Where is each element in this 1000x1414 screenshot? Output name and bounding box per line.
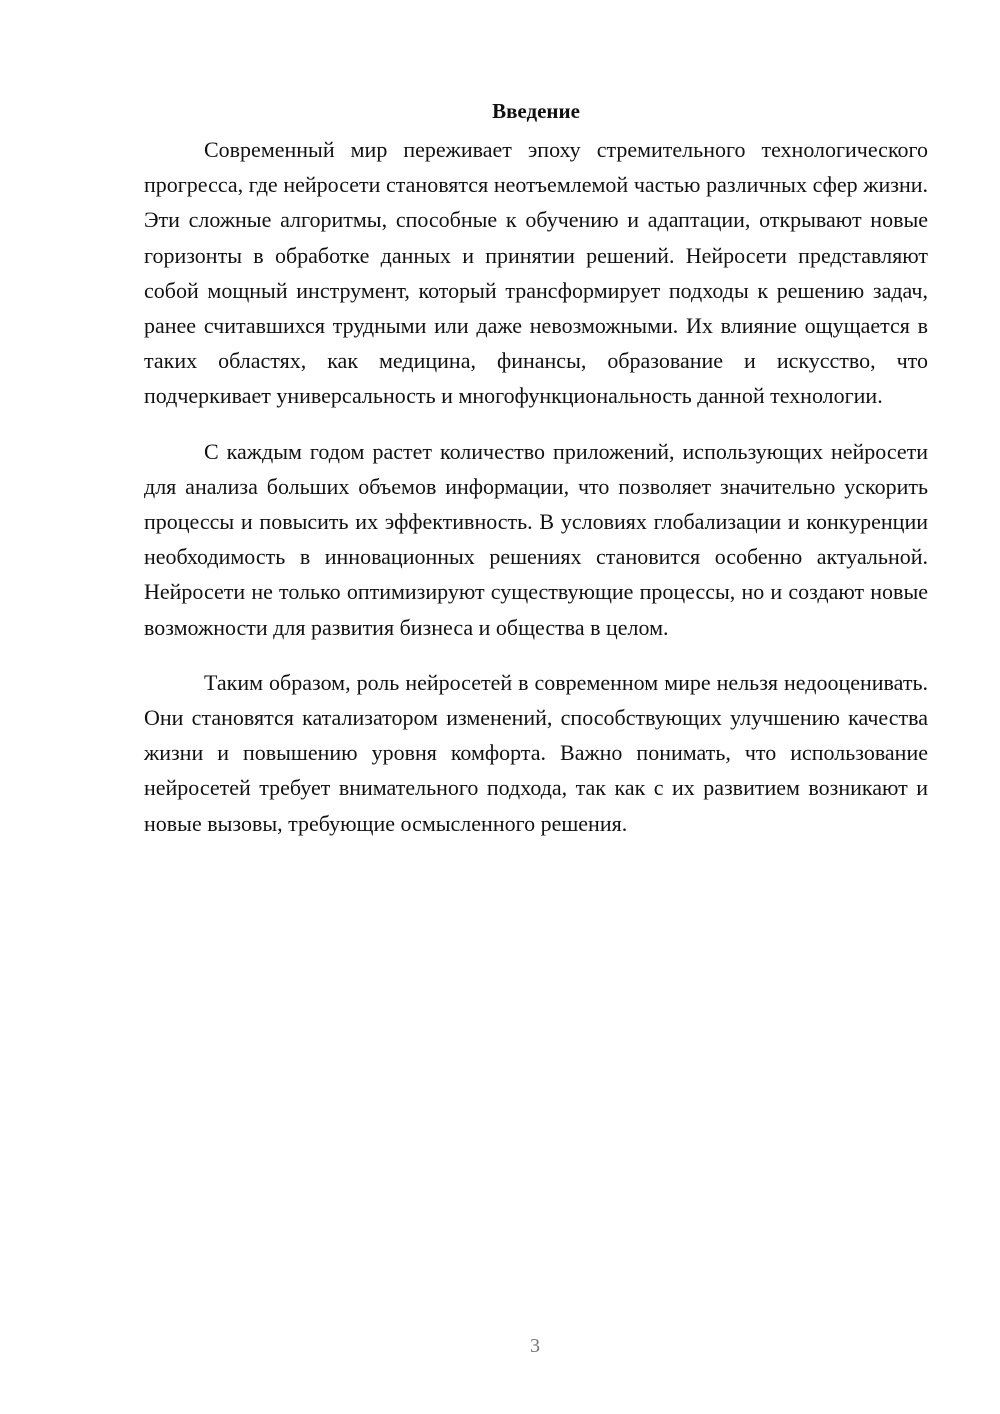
paragraph-3: Таким образом, роль нейросетей в современном мире нельзя недооценивать. Они становятся катализатором изменений, способствующих улучшению качества жизни и повышению уровня комфорта. Важно понимать, что использование нейросетей требует внимательного подхода, так как с их развитием возникают и новые вызовы, требующие осмысленного решения.	[144, 669, 928, 836]
paragraph-1: Современный мир переживает эпоху стремительного технологического прогресса, где нейросети становятся неотъемлемой частью различных сфер жизни. Эти сложные алгоритмы, способные к обучению и адаптации, открывают новые горизонты в обработке данных и принятии решений. Нейросети представляют собой мощный инструмент, который трансформирует подходы к решению задач, ранее считавшихся трудными или даже невозможными. Их влияние ощущается в таких областях, как медицина, финансы, образование и искусство, что подчеркивает универсальность и многофункциональность данной технологии.	[144, 137, 928, 409]
paragraph-2: С каждым годом растет количество приложений, использующих нейросети для анализа больших объемов информации, что позволяет значительно ускорить процессы и повысить их эффективность. В условиях глобализации и конкуренции необходимость в инновационных решениях становится особенно актуальной. Нейросети не только оптимизируют существующие процессы, но и создают новые возможности для развития бизнеса и общества в целом.	[144, 438, 928, 640]
page-content	[144, 96, 928, 861]
page-number: 3	[530, 1335, 540, 1357]
section-title: Введение	[492, 99, 580, 123]
